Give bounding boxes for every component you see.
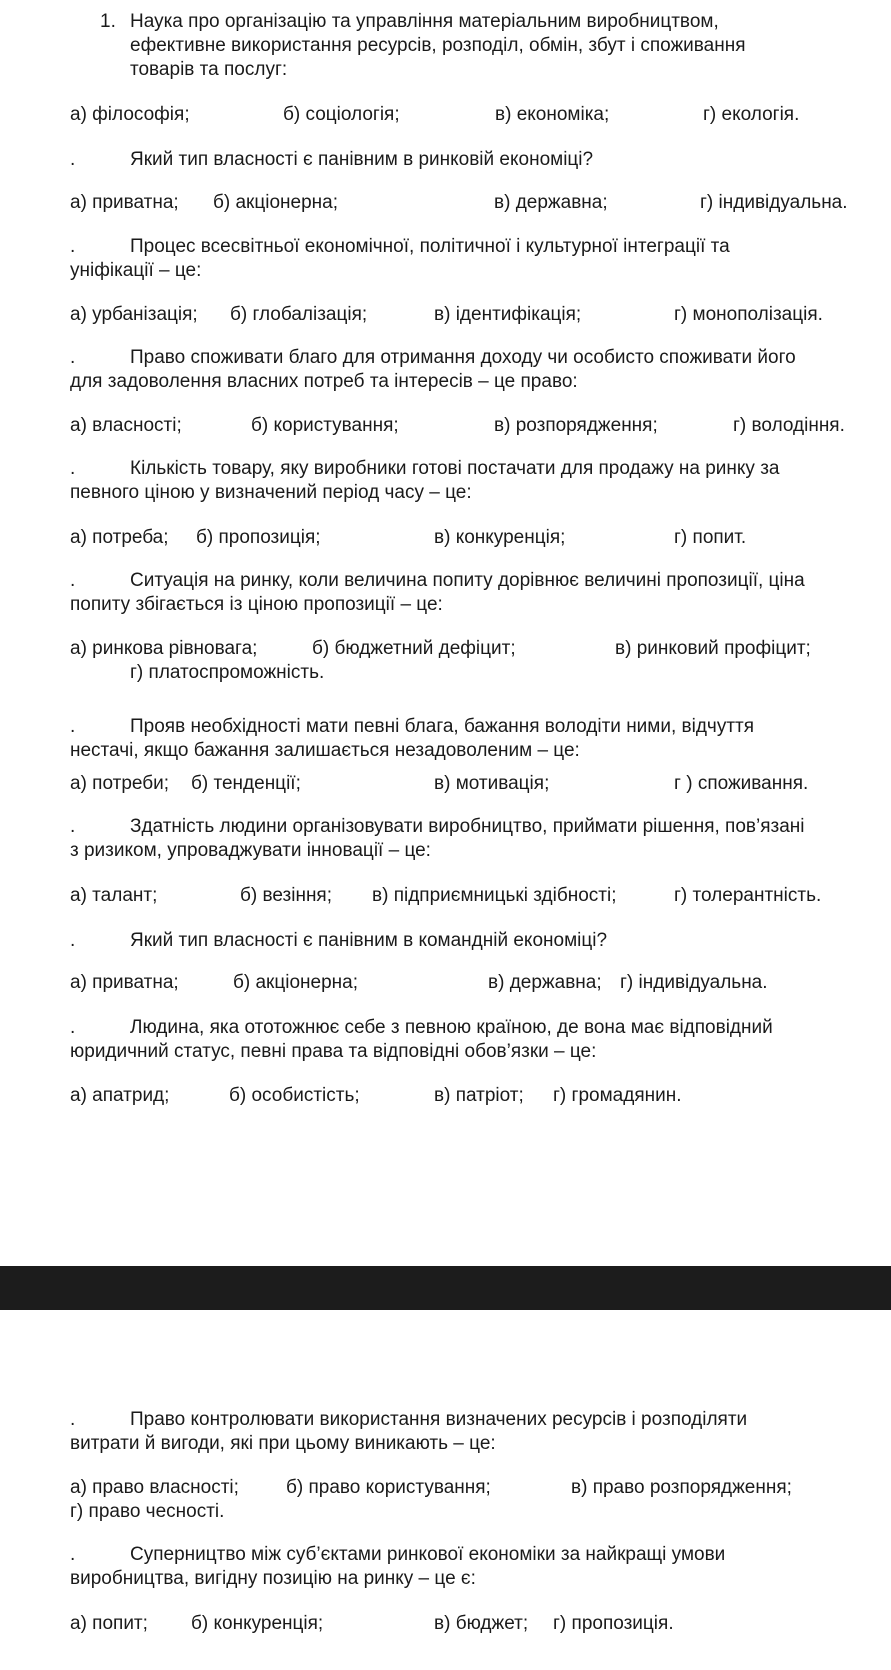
answer-b: б) користування; bbox=[251, 415, 399, 436]
answer-a: а) філософія; bbox=[70, 104, 190, 125]
answer-d: г ) споживання. bbox=[674, 773, 809, 794]
question-text-line: Людина, яка ототожнює себе з певною країною, де вона має відповідний bbox=[130, 1017, 773, 1038]
question-text-line: виробництва, вигідну позицію на ринку – це є: bbox=[70, 1568, 476, 1589]
answer-c: в) ринковий профіцит; bbox=[615, 638, 811, 659]
question-number: . bbox=[70, 816, 76, 837]
answers-10 bbox=[70, 1084, 870, 1108]
answer-b: б) тенденції; bbox=[191, 773, 301, 794]
answer-c: в) право розпорядження; bbox=[571, 1477, 792, 1498]
answers-3 bbox=[70, 303, 870, 327]
answer-b: б) соціологія; bbox=[283, 104, 400, 125]
question-text-line: Ситуація на ринку, коли величина попиту дорівнює величині пропозиції, ціна bbox=[130, 570, 805, 591]
question-text-line: Право контролювати використання визначених ресурсів і розподіляти bbox=[130, 1409, 748, 1430]
answer-a: а) приватна; bbox=[70, 972, 179, 993]
question-text: Який тип власності є панівним в командній економіці? bbox=[130, 930, 608, 951]
answer-a: а) приватна; bbox=[70, 192, 179, 213]
question-number: . bbox=[70, 347, 76, 368]
answer-b: б) глобалізація; bbox=[230, 304, 368, 325]
answer-d: г) монополізація. bbox=[674, 304, 823, 325]
answer-a: а) потреби; bbox=[70, 773, 170, 794]
question-text-line: попиту збігається із ціною пропозиції – це: bbox=[70, 594, 443, 615]
question-7 bbox=[70, 715, 870, 763]
question-text-line: витрати й вигоди, які при цьому виникають – це: bbox=[70, 1433, 496, 1454]
question-number: . bbox=[70, 458, 76, 479]
answer-b: б) акціонерна; bbox=[233, 972, 359, 993]
question-1 bbox=[100, 10, 800, 82]
question-text-line: нестачі, якщо бажання залишається незадоволеним – це: bbox=[70, 740, 580, 761]
answer-d: г) індивідуальна. bbox=[620, 972, 768, 993]
answers-6 bbox=[70, 637, 870, 685]
question-9 bbox=[70, 929, 870, 953]
answers-5 bbox=[70, 526, 870, 550]
question-number: . bbox=[70, 1409, 76, 1430]
page-separator-band bbox=[0, 1266, 891, 1310]
answer-c: в) підприємницькі здібності; bbox=[372, 885, 617, 906]
question-number: . bbox=[70, 149, 76, 170]
question-text-line: з ризиком, упроваджувати інновації – це: bbox=[70, 840, 431, 861]
answer-c: в) економіка; bbox=[495, 104, 610, 125]
question-text-line: для задоволення власних потреб та інтересів – це право: bbox=[70, 371, 578, 392]
answer-d: г) толерантність. bbox=[674, 885, 822, 906]
question-12 bbox=[70, 1543, 870, 1591]
answer-a: а) апатрид; bbox=[70, 1085, 170, 1106]
answer-c: в) державна; bbox=[494, 192, 608, 213]
question-text-line: товарів та послуг: bbox=[130, 59, 288, 80]
answer-c: в) державна; bbox=[488, 972, 602, 993]
answer-c: в) розпорядження; bbox=[494, 415, 658, 436]
answer-d: г) екологія. bbox=[703, 104, 800, 125]
answer-b: б) право користування; bbox=[286, 1477, 491, 1498]
question-10 bbox=[70, 1016, 870, 1064]
question-number: . bbox=[70, 570, 76, 591]
question-4 bbox=[70, 346, 870, 394]
answer-c: в) бюджет; bbox=[434, 1613, 529, 1634]
question-text-line: Кількість товару, яку виробники готові постачати для продажу на ринку за bbox=[130, 458, 780, 479]
answers-1 bbox=[70, 103, 870, 127]
question-text-line: Наука про організацію та управління матеріальним виробництвом, bbox=[130, 11, 719, 32]
answer-d: г) індивідуальна. bbox=[700, 192, 848, 213]
question-number: . bbox=[70, 1544, 76, 1565]
answer-c: в) патріот; bbox=[434, 1085, 524, 1106]
answer-a: а) талант; bbox=[70, 885, 158, 906]
answer-a: а) попит; bbox=[70, 1613, 148, 1634]
answer-b: б) бюджетний дефіцит; bbox=[312, 638, 516, 659]
question-number: . bbox=[70, 1017, 76, 1038]
question-text-line: Процес всесвітньої економічної, політичної і культурної інтеграції та bbox=[130, 236, 730, 257]
question-text-line: Прояв необхідності мати певні блага, бажання володіти ними, відчуття bbox=[130, 716, 755, 737]
question-11 bbox=[70, 1408, 870, 1456]
question-text-line: певного ціною у визначений період часу – це: bbox=[70, 482, 472, 503]
question-text-line: Суперництво між суб’єктами ринкової економіки за найкращі умови bbox=[130, 1544, 726, 1565]
question-number: 1. bbox=[100, 11, 116, 32]
question-text-line: юридичний статус, певні права та відповідні обов’язки – це: bbox=[70, 1041, 597, 1062]
question-6 bbox=[70, 569, 870, 617]
question-number: . bbox=[70, 236, 76, 257]
answer-d: г) пропозиція. bbox=[553, 1613, 674, 1634]
answer-c: в) мотивація; bbox=[434, 773, 550, 794]
question-3 bbox=[70, 235, 870, 283]
answers-11 bbox=[70, 1476, 870, 1524]
answer-b: б) конкуренція; bbox=[191, 1613, 324, 1634]
answers-12 bbox=[70, 1612, 870, 1636]
answer-b: б) акціонерна; bbox=[213, 192, 339, 213]
answers-8 bbox=[70, 884, 870, 908]
answer-a: а) власності; bbox=[70, 415, 182, 436]
answers-7 bbox=[70, 772, 870, 796]
answers-4 bbox=[70, 414, 870, 438]
answer-d: г) громадянин. bbox=[553, 1085, 682, 1106]
answer-d: г) право чесності. bbox=[70, 1501, 225, 1522]
answer-a: а) ринкова рівновага; bbox=[70, 638, 258, 659]
answers-9 bbox=[70, 971, 870, 995]
answer-a: а) потреба; bbox=[70, 527, 169, 548]
question-number: . bbox=[70, 930, 76, 951]
question-text: Який тип власності є панівним в ринковій економіці? bbox=[130, 149, 594, 170]
answer-c: в) конкуренція; bbox=[434, 527, 566, 548]
question-number: . bbox=[70, 716, 76, 737]
question-text-line: Право споживати благо для отримання доходу чи особисто споживати його bbox=[130, 347, 796, 368]
answer-c: в) ідентифікація; bbox=[434, 304, 582, 325]
question-5 bbox=[70, 457, 870, 505]
answer-d: г) попит. bbox=[674, 527, 747, 548]
question-text-line: ефективне використання ресурсів, розподіл, обмін, збут і споживання bbox=[130, 35, 746, 56]
question-8 bbox=[70, 815, 870, 863]
answer-a: а) право власності; bbox=[70, 1477, 239, 1498]
question-text-line: уніфікації – це: bbox=[70, 260, 202, 281]
question-2 bbox=[70, 148, 870, 172]
answer-b: б) пропозиція; bbox=[196, 527, 321, 548]
answer-b: б) особистість; bbox=[229, 1085, 360, 1106]
answer-d: г) володіння. bbox=[733, 415, 845, 436]
answer-b: б) везіння; bbox=[240, 885, 333, 906]
answers-2 bbox=[70, 191, 870, 215]
answer-d: г) платоспроможність. bbox=[130, 662, 325, 683]
answer-a: а) урбанізація; bbox=[70, 304, 198, 325]
question-text-line: Здатність людини організовувати виробництво, приймати рішення, пов’язані bbox=[130, 816, 805, 837]
